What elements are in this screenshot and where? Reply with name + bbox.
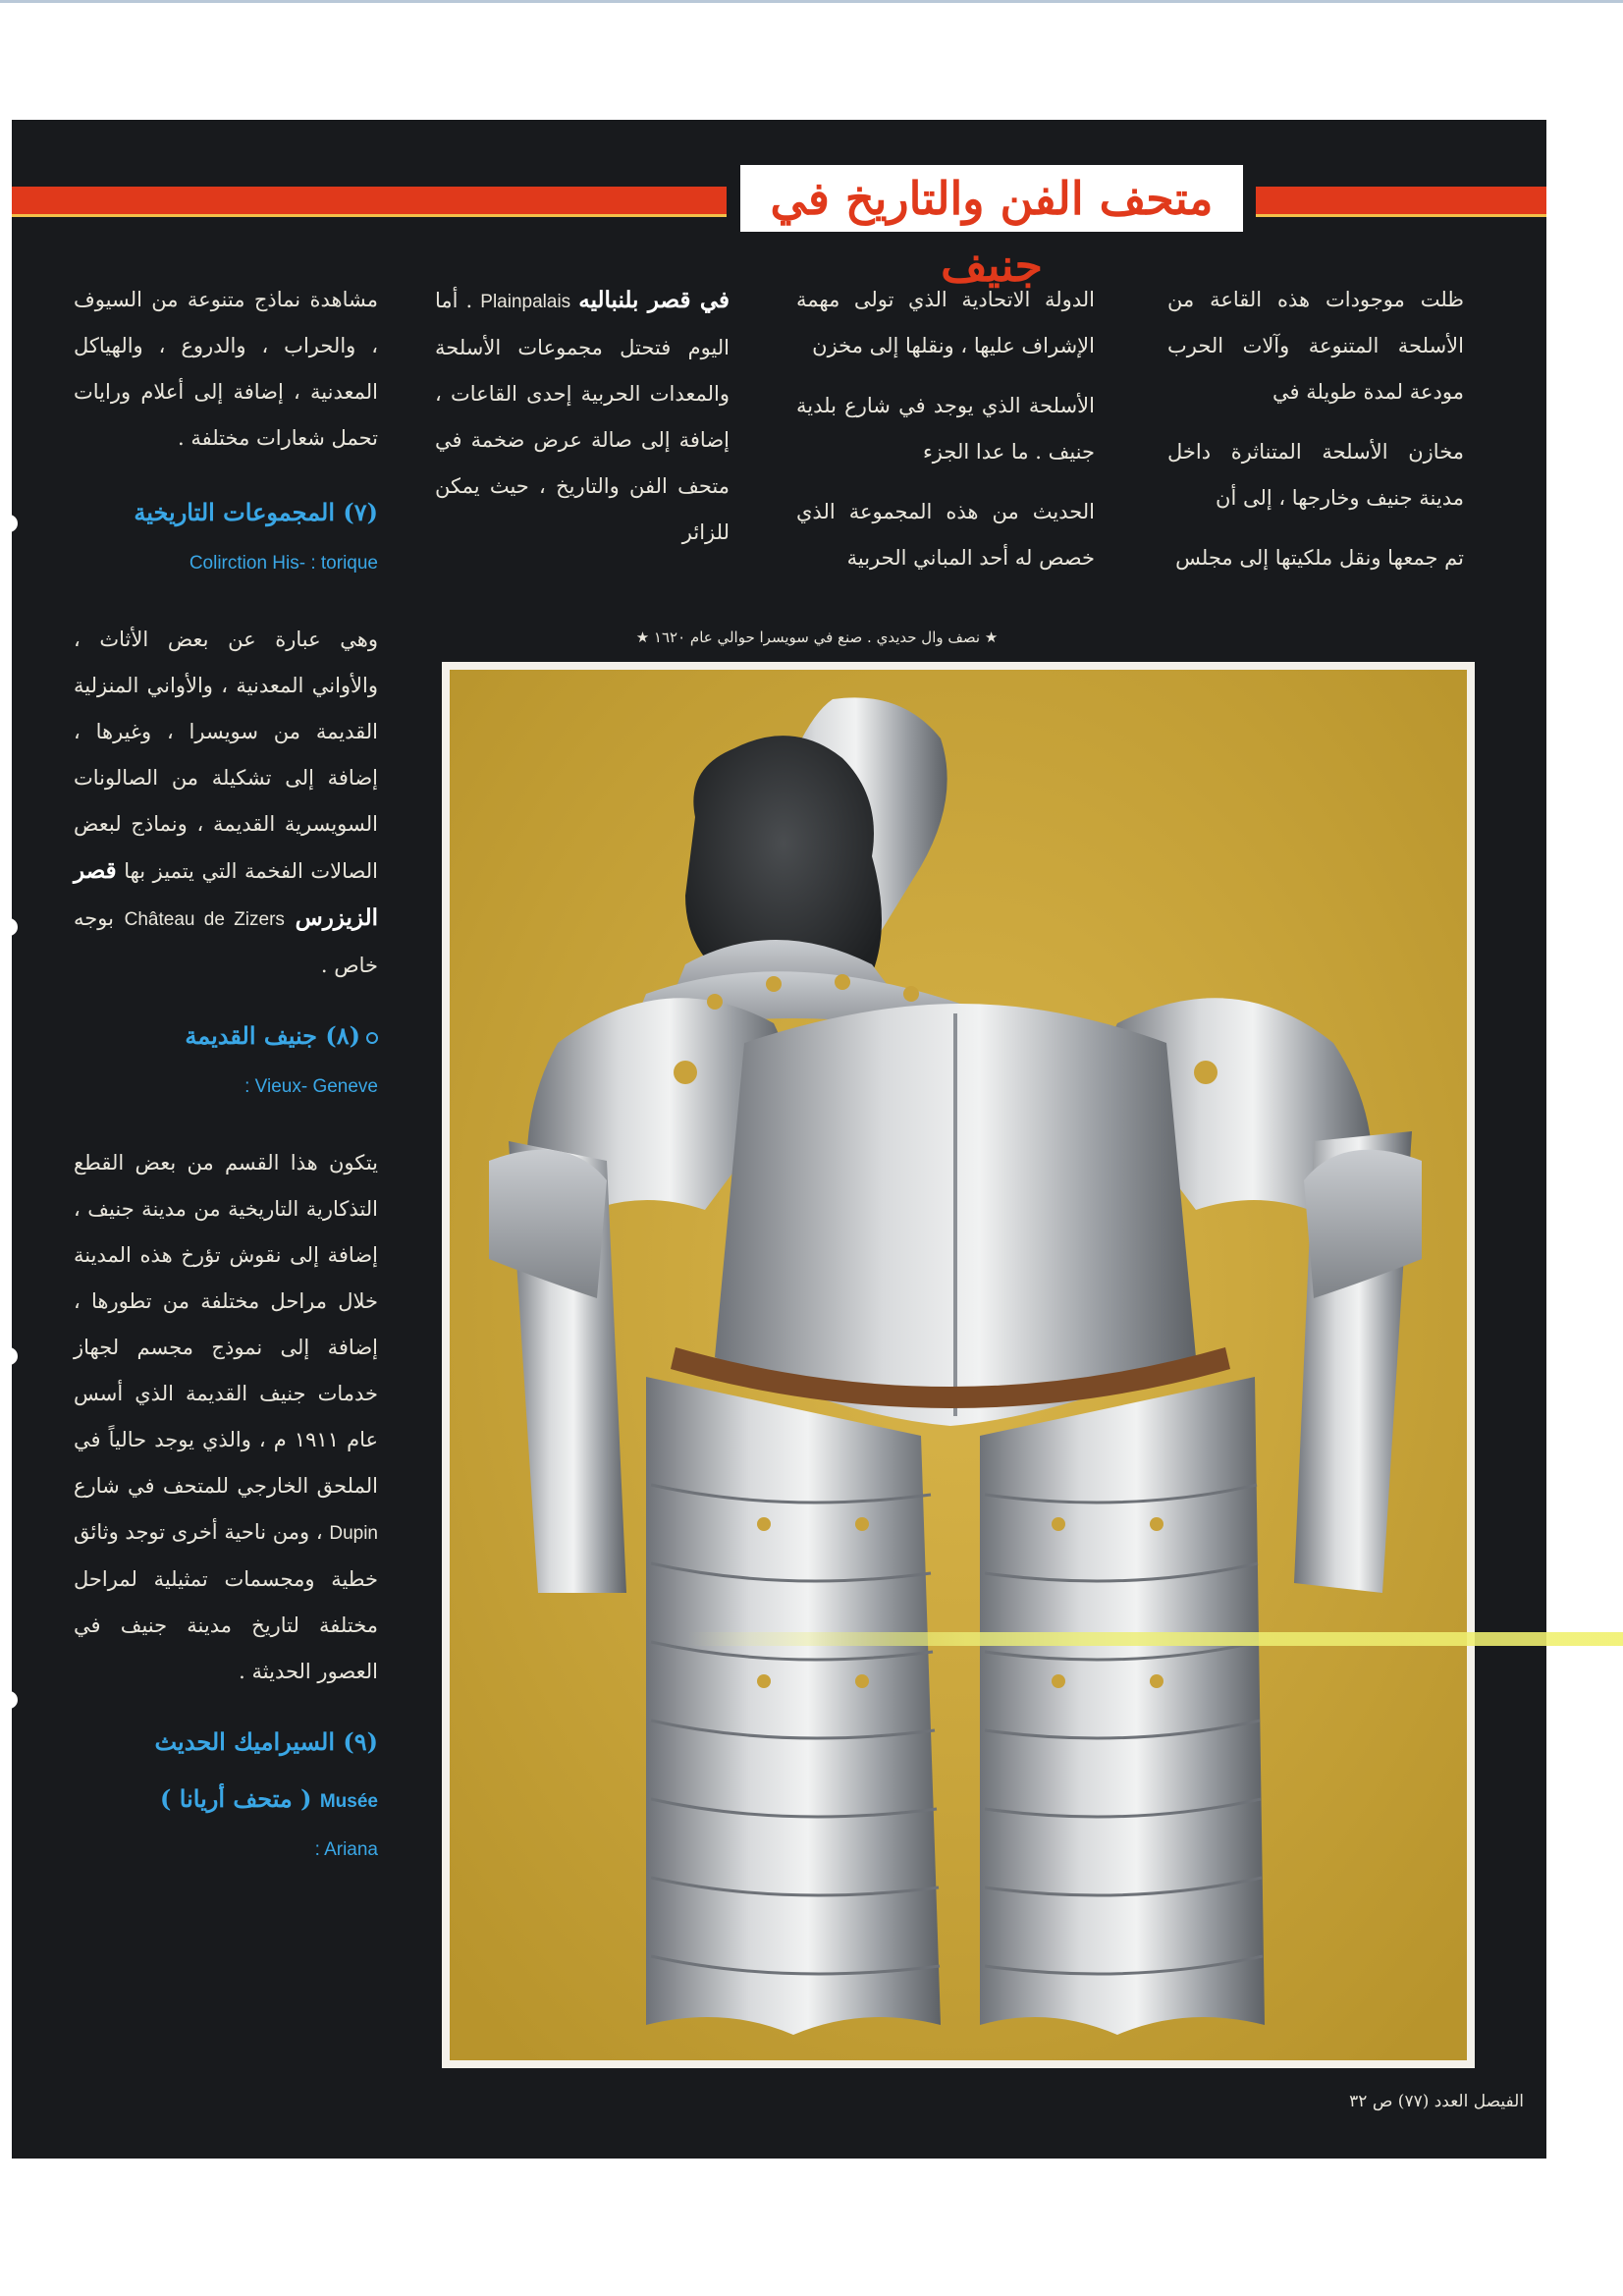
paragraph: الحديث من هذه المجموعة الذي خصص له أحد المباني الحربية <box>796 500 1095 570</box>
section-title: السيراميك الحديث <box>154 1727 336 1756</box>
section-title: ( متحف أريانا ) <box>160 1784 312 1813</box>
text-column-4 <box>74 277 378 1880</box>
paragraph <box>74 1140 378 1695</box>
paragraph-body: وهي عبارة عن بعض الأثاث ، والأواني المعدنية ، والأواني المنزلية القديمة من سويسرا ، وغيرها ، إضافة إلى تشكيلة من الصالونات السويسرية القديمة ، ونماذج لبعض الصالات الفخمة التي يتميز بها <box>74 628 378 883</box>
section-8-heading <box>74 1014 378 1103</box>
scan-top-edge <box>0 0 1623 3</box>
punch-hole-icon <box>0 1347 18 1365</box>
punch-hole-icon <box>0 1691 18 1709</box>
page-folio: الفيصل العدد (٧٧) ص ٣٢ <box>1349 2092 1524 2111</box>
paragraph-body: يتكون هذا القسم من بعض القطع التذكارية التاريخية من مدينة جنيف ، إضافة إلى نقوش تؤرخ هذه المدينة خلال مراحل مختلفة من تطورها ، إضافة إلى نموذج مجسم لجهاز خدمات جنيف القديمة الذي أسس عام ١٩١١ م ، والذي يوجد حالياً في الملحق الخارجي للمتحف في شارع <box>74 1151 378 1498</box>
paragraph: ظلت موجودات هذه القاعة من الأسلحة المتنوعة وآلات الحرب مودعة لمدة طويلة في <box>1167 288 1464 404</box>
bullet-circle-icon <box>366 1032 378 1044</box>
armour-photo-frame <box>442 662 1475 2068</box>
paragraph: مخازن الأسلحة المتناثرة داخل مدينة جنيف وخارجها ، إلى أن <box>1167 440 1464 510</box>
palace-name: قصر الزيزرس <box>74 857 378 931</box>
magazine-page <box>12 120 1546 2159</box>
header-bar-right <box>1256 187 1546 217</box>
section-number: (٧) <box>343 498 378 526</box>
punch-hole-icon <box>0 918 18 936</box>
scan-light-streak <box>687 1632 1623 1646</box>
palace-name: في قصر بلنباليه <box>578 287 730 313</box>
paragraph: تم جمعها ونقل ملكيتها إلى مجلس <box>1175 546 1464 570</box>
section-title-latin: Colirction His- : torique <box>189 553 378 574</box>
latin-term: Château de Zizers <box>124 909 285 930</box>
paragraph: الدولة الاتحادية الذي تولى مهمة الإشراف عليها ، ونقلها إلى مخزن <box>796 288 1095 357</box>
section-9-heading <box>74 1721 378 1866</box>
section-title: جنيف القديمة <box>185 1021 318 1050</box>
latin-term: Plainpalais <box>480 292 571 312</box>
armour-photo <box>450 670 1467 2060</box>
section-title: المجموعات التاريخية <box>134 498 336 526</box>
section-title-latin: : Ariana <box>314 1839 378 1860</box>
paragraph-body: بوجه خاص . <box>74 906 378 977</box>
page-title: متحف الفن والتاريخ في جنيف <box>740 165 1243 232</box>
paragraph <box>74 617 378 989</box>
text-column-3 <box>435 277 730 570</box>
paragraph: في قصر بلنباليه Plainpalais . أما اليوم فتحتل مجموعات الأسلحة والمعدات الحربية إحدى القاعات ، إضافة إلى صالة عرض ضخمة في متحف الفن والتاريخ ، حيث يمكن للزائر <box>435 287 730 544</box>
paragraph: الأسلحة الذي يوجد في شارع بلدية جنيف . ما عدا الجزء <box>796 394 1095 464</box>
punch-hole-icon <box>0 515 18 532</box>
text-column-2 <box>796 277 1095 595</box>
section-7-heading <box>74 491 378 579</box>
paragraph-body: ، ومن ناحية أخرى توجد وثائق خطية ومجسمات تمثيلية لمراحل مختلفة لتاريخ مدينة جنيف في العصور الحديثة . <box>74 1520 378 1683</box>
text-column-1 <box>1167 277 1464 595</box>
section-title-latin: Musée <box>319 1791 378 1812</box>
section-title-latin: : Vieux- Geneve <box>244 1076 378 1097</box>
latin-term: Dupin <box>329 1523 378 1544</box>
figure-caption: ★ نصف وال حديدي . صنع في سويسرا حوالي عام ١٦٢٠ ★ <box>635 629 999 646</box>
header-bar-left <box>12 187 727 217</box>
section-number: (٩) <box>343 1727 378 1756</box>
paragraph-body: أما اليوم فتحتل مجموعات الأسلحة والمعدات الحربية إحدى القاعات ، إضافة إلى صالة عرض ضخمة في متحف الفن والتاريخ ، حيث يمكن للزائر <box>435 289 730 544</box>
section-number: (٨) <box>325 1021 360 1050</box>
paragraph: مشاهدة نماذج متنوعة من السيوف ، والحراب ، والدروع ، والهياكل المعدنية ، إضافة إلى أعلام ورايات تحمل شعارات مختلفة . <box>74 288 378 450</box>
